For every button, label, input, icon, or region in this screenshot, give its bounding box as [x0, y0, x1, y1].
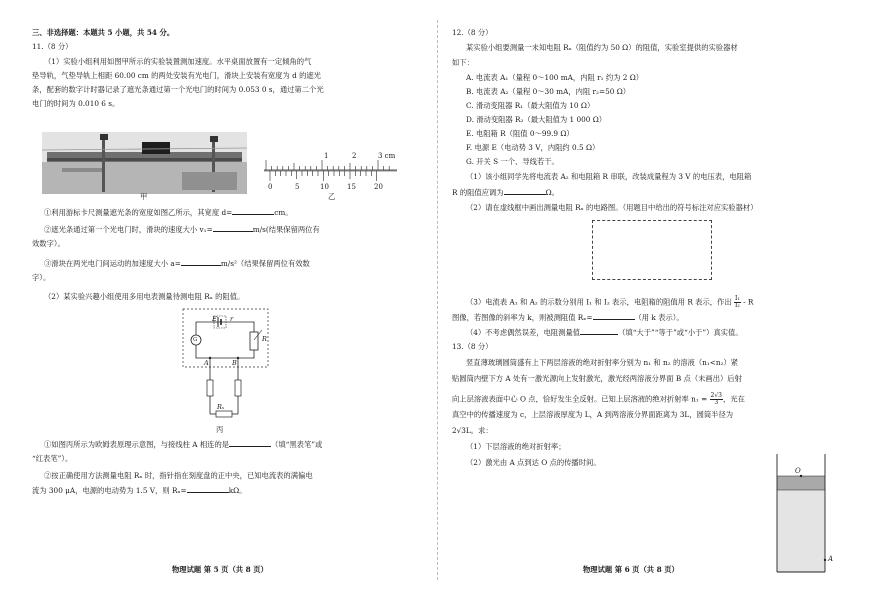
- q11-2b: ②按正确使用方法测量电阻 Rₓ 时，指针指在刻度盘的正中央，已知电流表的满偏电: [44, 471, 313, 480]
- q13-line3: 向上层溶液表面中心 O 点，恰好发生全反射。已知上层溶液的绝对折射率 n₁ = $\frac{2√3}{3}$ ，光在: [452, 392, 745, 406]
- q11-1c: ③滑块在两光电门间运动的加速度大小 a= m/s²（结果保留两位有效数: [44, 259, 310, 268]
- q12-title: 12.（8 分）: [452, 28, 493, 37]
- q12-item-F: F. 电源 E（电动势 3 V，内阻约 0.5 Ω）: [466, 143, 600, 152]
- circuit-label-B: B: [232, 359, 237, 367]
- right-page-footer: 物理试题 第 6 页（共 8 页）: [583, 565, 679, 574]
- q11-1c-cont: 字）。: [32, 273, 51, 282]
- q12-s4: （4）不考虑偶然误差，电阻测量值 （填“大于”“等于”或“小于”）真实值。: [466, 328, 743, 337]
- circuit-label-G: G: [193, 337, 198, 343]
- q12-item-C: C. 滑动变阻器 R₁（最大阻值为 10 Ω）: [466, 101, 595, 110]
- circuit-label-Rx: Rₓ: [217, 403, 225, 411]
- q13-line4: 真空中的传播速度为 c，上层溶液厚度为 L，A 到两溶液分界面距离为 3L，圆筒半径为: [452, 410, 734, 419]
- q12-s3: （3）电流表 A₁ 和 A₂ 的示数分别用 I₁ 和 I₂ 表示，电阻箱的阻值用 R 表示，作出 $\frac{\text{I₁}}{\text{I₂}}$ - R: [466, 295, 754, 309]
- q12-s1-cont: R 的阻值应调为 Ω。: [452, 188, 559, 197]
- answer-blank-probe[interactable]: [229, 439, 271, 447]
- circuit-label-A: A: [204, 359, 209, 367]
- q12-item-E: E. 电阻箱 R（阻值 0～99.9 Ω）: [466, 129, 574, 138]
- answer-blank-compare[interactable]: [580, 327, 618, 335]
- q11-p1-line3: 条，配套的数字计时器记录了遮光条通过第一个光电门的时间为 0.053 0 s，通过第二个光: [32, 85, 324, 94]
- q13-line2: 贴圆筒内壁下方 A 处有一激光源向上发射激光，激光经两溶液分界面 B 点（未画出）后射: [452, 374, 742, 383]
- circuit-label-r: r: [230, 315, 234, 323]
- q12-item-D: D. 滑动变阻器 R₂（最大阻值为 1 000 Ω）: [466, 115, 607, 124]
- q11-1a: ①利用游标卡尺测量遮光条的宽度如图乙所示，其宽度 d= cm。: [44, 208, 293, 217]
- cylinder-label-A: A: [828, 555, 834, 563]
- q11-p1-line1: （1）实验小组利用如图甲所示的实验装置测加速度。水平桌面放置有一定倾角的气: [44, 57, 312, 66]
- caliper-main-tick-2: 2: [352, 152, 357, 160]
- cylinder-label-O: O: [795, 467, 801, 475]
- circuit-label-E: E: [212, 315, 217, 323]
- left-page-footer: 物理试题 第 5 页（共 8 页）: [172, 565, 268, 574]
- q12-item-G: G. 开关 S 一个、导线若干。: [466, 157, 559, 166]
- q11-p1-line2: 垫导轨，气垫导轨上相距 60.00 cm 的两处安装有光电门，滑块上安装有宽度为 d 的遮光: [32, 71, 321, 80]
- answer-blank-d[interactable]: [232, 207, 274, 215]
- answer-blank-rx[interactable]: [187, 485, 229, 493]
- section-header: 三、非选择题：本题共 5 小题，共 54 分。: [32, 28, 175, 37]
- figure-jia-label: 甲: [140, 192, 148, 201]
- q12-s1: （1）该小组同学先将电流表 A₂ 和电阻箱 R 串联，改装成量程为 3 V 的电压表，电阻箱: [466, 172, 752, 181]
- q11-p1-line4: 电门的时间为 0.010 6 s。: [32, 99, 120, 108]
- figure-yi-label: 乙: [328, 192, 336, 201]
- fraction-n1: $\frac{2√3}{3}$: [710, 392, 722, 406]
- answer-blank-rx-k[interactable]: [593, 312, 635, 320]
- page-divider: [437, 20, 438, 580]
- caliper-main-tick-1: 1: [324, 152, 329, 160]
- q12-intro-2: 如下：: [452, 58, 474, 67]
- circuit-label-R: R: [262, 335, 267, 343]
- caliper-vernier-tick-5: 5: [295, 183, 300, 191]
- q11-2b-cont: 流为 300 μA，电源的电动势为 1.5 V，则 Rₓ= kΩ。: [32, 486, 247, 495]
- q11-1b: ②遮光条通过第一个光电门时，滑块的速度大小 v₁= m/s(结果保留两位有: [44, 225, 320, 234]
- circuit-drawing-box[interactable]: [592, 220, 712, 280]
- q12-item-B: B. 电流表 A₂（量程 0～30 mA，内阻 r₂=50 Ω）: [466, 87, 631, 96]
- figure-bing-ohmmeter-circuit: [182, 308, 282, 430]
- fraction-I1-I2: $\frac{\text{I₁}}{\text{I₂}}$: [734, 295, 740, 309]
- answer-blank-resistance-box[interactable]: [504, 187, 546, 195]
- figure-glass-cylinder: [774, 450, 834, 574]
- answer-blank-a[interactable]: [181, 258, 221, 266]
- q12-intro-1: 某实验小组要测量一未知电阻 Rₓ（阻值约为 50 Ω）的阻值，实验室提供的实验器材: [466, 43, 738, 52]
- q12-s3-cont: 图像，若图像的斜率为 k，则被测阻值 Rₓ= （用 k 表示）。: [452, 313, 684, 322]
- caliper-vernier-tick-0: 0: [268, 183, 273, 191]
- q11-title: 11.（8 分）: [32, 42, 73, 51]
- q11-2a: ①如图丙所示为欧姆表原理示意图，与接线柱 A 相连的是 （填“黑表笔”或: [44, 440, 323, 449]
- answer-blank-v1[interactable]: [213, 224, 253, 232]
- figure-bing-caption: 丙: [216, 425, 224, 434]
- caliper-vernier-tick-15: 15: [347, 183, 356, 191]
- figure-jia-air-track: [42, 132, 247, 194]
- q13-title: 13.（8 分）: [452, 342, 493, 351]
- caliper-vernier-tick-10: 10: [320, 183, 329, 191]
- q13-s2: （2）激光由 A 点到达 O 点的传播时间。: [466, 458, 601, 467]
- q13-s1: （1）下层溶液的绝对折射率；: [466, 442, 566, 451]
- caliper-vernier-tick-20: 20: [374, 183, 383, 191]
- q11-p2: （2）某实验兴趣小组使用多用电表测量待测电阻 Rₓ 的阻值。: [44, 292, 245, 301]
- caliper-main-tick-3: 3 cm: [378, 152, 396, 160]
- q12-item-A: A. 电流表 A₁（量程 0～100 mA，内阻 r₁ 约为 2 Ω）: [466, 73, 644, 82]
- q13-line5: 2√3L。求：: [452, 426, 493, 435]
- q12-s2: （2）请在虚线框中画出测量电阻 Rₓ 的电路图。（用题目中给出的符号标注对应实验器材）: [466, 203, 758, 212]
- q11-1b-cont: 效数字）。: [32, 239, 65, 248]
- q13-line1: 竖直薄玻璃圆筒盛有上下两层溶液的绝对折射率分别为 n₁ 和 n₂ 的溶液（n₁<n₂）紧: [466, 358, 739, 367]
- q11-2a-cont: “红表笔”）。: [32, 454, 73, 463]
